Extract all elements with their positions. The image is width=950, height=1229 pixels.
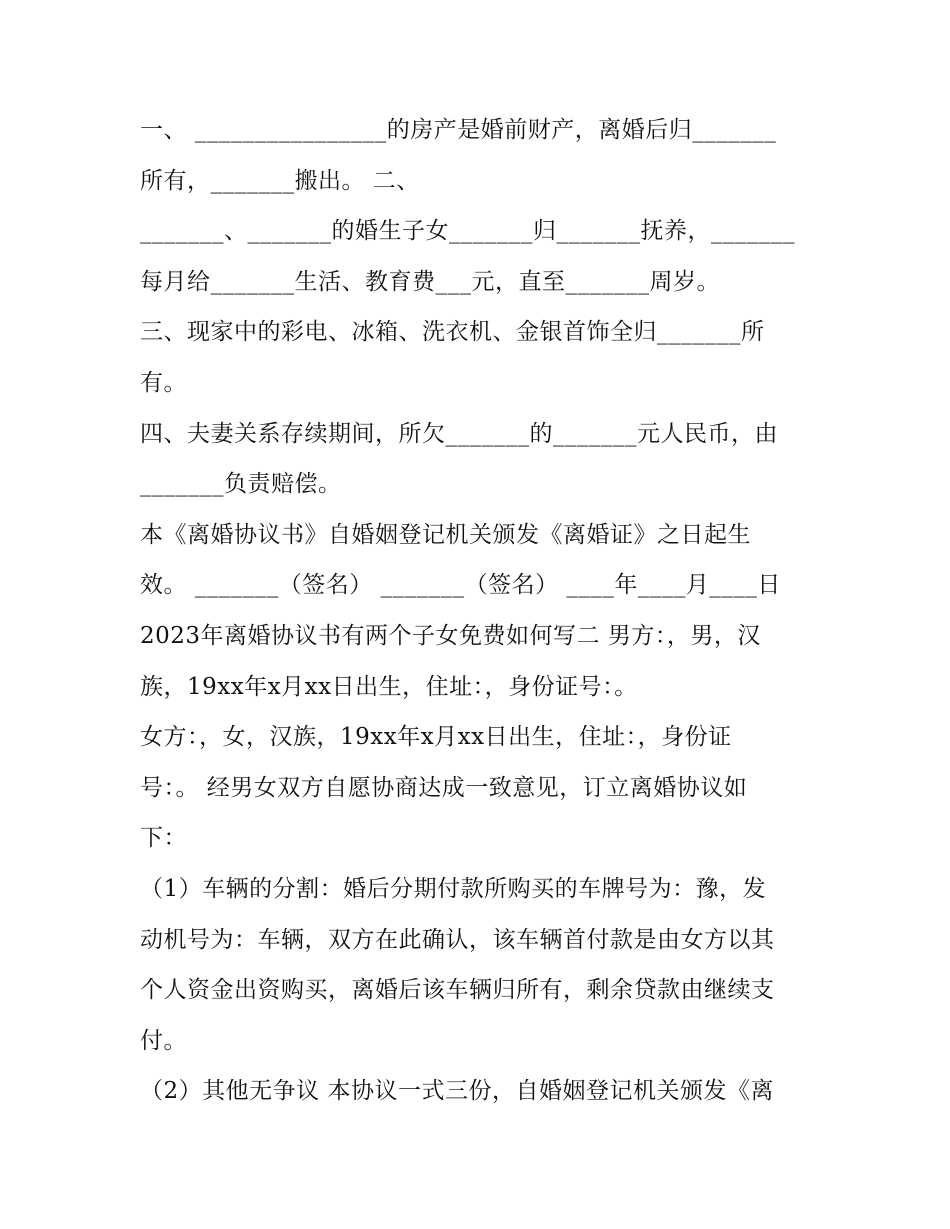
text-line: 效。 _______（签名） _______（签名） ____年____月____日 <box>140 572 781 599</box>
text-line: 每月给_______生活、教育费___元，直至_______周岁。 <box>140 268 720 295</box>
text-line: （2）其他无争议 本协议一式三份，自婚姻登记机关颁发《离 <box>140 1078 774 1105</box>
text-line: _______、_______的婚生子女_______归_______抚养，_______ <box>140 218 795 245</box>
text-line: 女方：，女，汉族，19xx年x月xx日出生，住址：，身份证 <box>140 724 732 751</box>
text-line: （1）车辆的分割：婚后分期付款所购买的车牌号为：豫，发 <box>140 875 767 902</box>
text-line: 三、现家中的彩电、冰箱、洗衣机、金银首饰全归_______所 <box>140 319 765 346</box>
document-body <box>140 105 820 1117</box>
text-line: 族，19xx年x月xx日出生，住址：，身份证号：。 <box>140 673 638 700</box>
text-line: 下： <box>140 825 187 852</box>
text-line: 本《离婚协议书》自婚姻登记机关颁发《离婚证》之日起生 <box>140 521 751 548</box>
text-line: 2023年离婚协议书有两个子女免费如何写二 男方：，男，汉 <box>140 622 761 649</box>
text-line: _______负责赔偿。 <box>140 471 342 498</box>
text-line: 一、 ________________的房产是婚前财产，离婚后归_______ <box>140 117 777 143</box>
text-line: 有。 <box>140 369 187 396</box>
text-line: 号：。 经男女双方自愿协商达成一致意见，订立离婚协议如 <box>140 774 748 801</box>
text-line: 动机号为：车辆，双方在此确认，该车辆首付款是由女方以其 <box>140 926 775 953</box>
text-line: 付。 <box>140 1027 187 1054</box>
text-line: 四、夫妻关系存续期间，所欠_______的_______元人民币，由 <box>140 420 778 447</box>
text-line: 个人资金出资购买，离婚后该车辆归所有，剩余贷款由继续支 <box>140 977 775 1004</box>
text-line: 所有，_______搬出。 二、 <box>140 167 420 194</box>
